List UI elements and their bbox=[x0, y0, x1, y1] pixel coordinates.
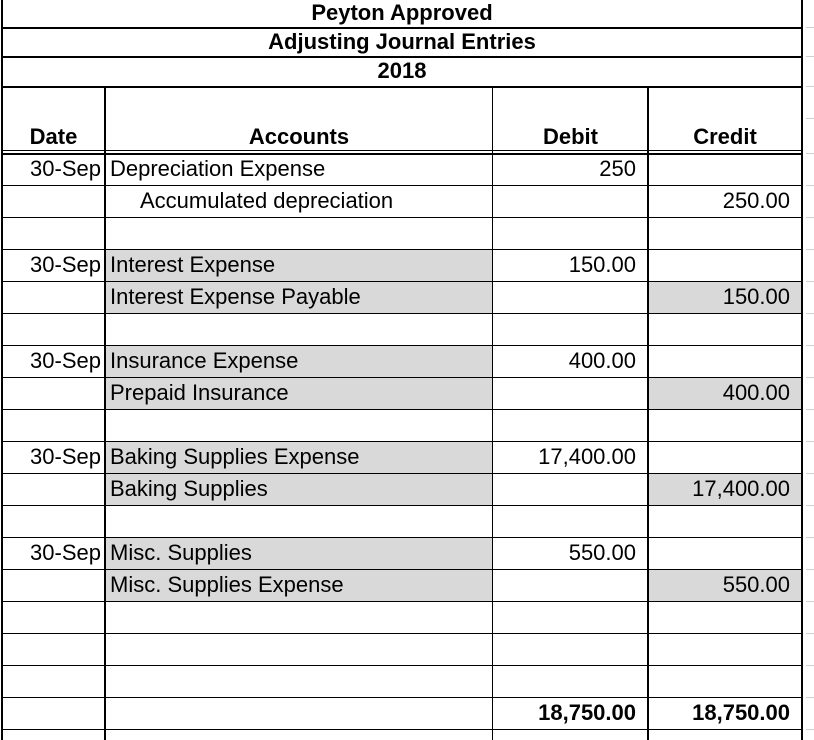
debit-account: Depreciation Expense bbox=[110, 156, 326, 181]
tick bbox=[806, 185, 814, 186]
debit-amount: 550.00 bbox=[568, 540, 636, 565]
entry-date: 30-Sep bbox=[30, 444, 101, 469]
tick bbox=[806, 569, 814, 570]
debit-amount: 17,400.00 bbox=[538, 444, 636, 469]
credit-amount: 400.00 bbox=[722, 380, 790, 405]
tick bbox=[806, 345, 814, 346]
credit-amount: 150.00 bbox=[722, 284, 790, 309]
tick bbox=[806, 281, 814, 282]
total-credit: 18,750.00 bbox=[692, 700, 790, 725]
tick bbox=[806, 409, 814, 410]
grid-line bbox=[1, 601, 803, 602]
tick bbox=[806, 473, 814, 474]
debit-amount: 250 bbox=[599, 156, 636, 181]
tick bbox=[806, 505, 814, 506]
column-header-credit: Credit bbox=[693, 124, 757, 149]
tick bbox=[806, 313, 814, 314]
entry-date: 30-Sep bbox=[30, 540, 101, 565]
debit-account: Interest Expense bbox=[110, 252, 276, 277]
grid-line bbox=[1, 27, 803, 29]
report-title: Adjusting Journal Entries bbox=[268, 29, 536, 54]
debit-amount: 150.00 bbox=[568, 252, 636, 277]
company-name: Peyton Approved bbox=[311, 0, 493, 25]
tick bbox=[806, 441, 814, 442]
tick bbox=[806, 86, 814, 87]
debit-amount: 400.00 bbox=[568, 348, 636, 373]
grid-line bbox=[1, 633, 803, 634]
tick bbox=[806, 153, 814, 154]
tick bbox=[806, 118, 814, 119]
credit-amount: 250.00 bbox=[722, 188, 790, 213]
debit-account: Insurance Expense bbox=[110, 348, 299, 373]
credit-account: Prepaid Insurance bbox=[110, 380, 289, 405]
grid-line bbox=[1, 409, 803, 410]
tick bbox=[806, 537, 814, 538]
credit-account: Misc. Supplies Expense bbox=[110, 572, 344, 597]
credit-account: Baking Supplies bbox=[110, 476, 268, 501]
grid-line bbox=[1, 505, 803, 506]
tick bbox=[806, 56, 814, 57]
tick bbox=[806, 249, 814, 250]
column-header-date: Date bbox=[29, 124, 78, 149]
credit-amount: 550.00 bbox=[722, 572, 790, 597]
grid-line bbox=[1, 56, 803, 58]
tick bbox=[806, 665, 814, 666]
debit-account: Baking Supplies Expense bbox=[110, 444, 360, 469]
entry-date: 30-Sep bbox=[30, 348, 101, 373]
grid-line bbox=[801, 0, 803, 740]
grid-line bbox=[1, 313, 803, 314]
tick bbox=[806, 27, 814, 28]
total-debit: 18,750.00 bbox=[538, 700, 636, 725]
tick bbox=[806, 729, 814, 730]
column-header-accounts: Accounts bbox=[248, 124, 350, 149]
entry-date: 30-Sep bbox=[30, 156, 101, 181]
credit-account: Accumulated depreciation bbox=[140, 188, 394, 213]
credit-amount: 17,400.00 bbox=[692, 476, 790, 501]
grid-line bbox=[1, 665, 803, 666]
tick bbox=[806, 601, 814, 602]
report-year: 2018 bbox=[377, 58, 427, 83]
entry-date: 30-Sep bbox=[30, 252, 101, 277]
credit-account: Interest Expense Payable bbox=[110, 284, 361, 309]
tick bbox=[806, 377, 814, 378]
grid-line bbox=[1, 86, 803, 88]
grid-line bbox=[1, 217, 803, 218]
debit-account: Misc. Supplies bbox=[110, 540, 252, 565]
tick bbox=[806, 633, 814, 634]
grid-line bbox=[1, 729, 803, 730]
tick bbox=[806, 217, 814, 218]
column-header-debit: Debit bbox=[543, 124, 598, 149]
tick bbox=[806, 697, 814, 698]
